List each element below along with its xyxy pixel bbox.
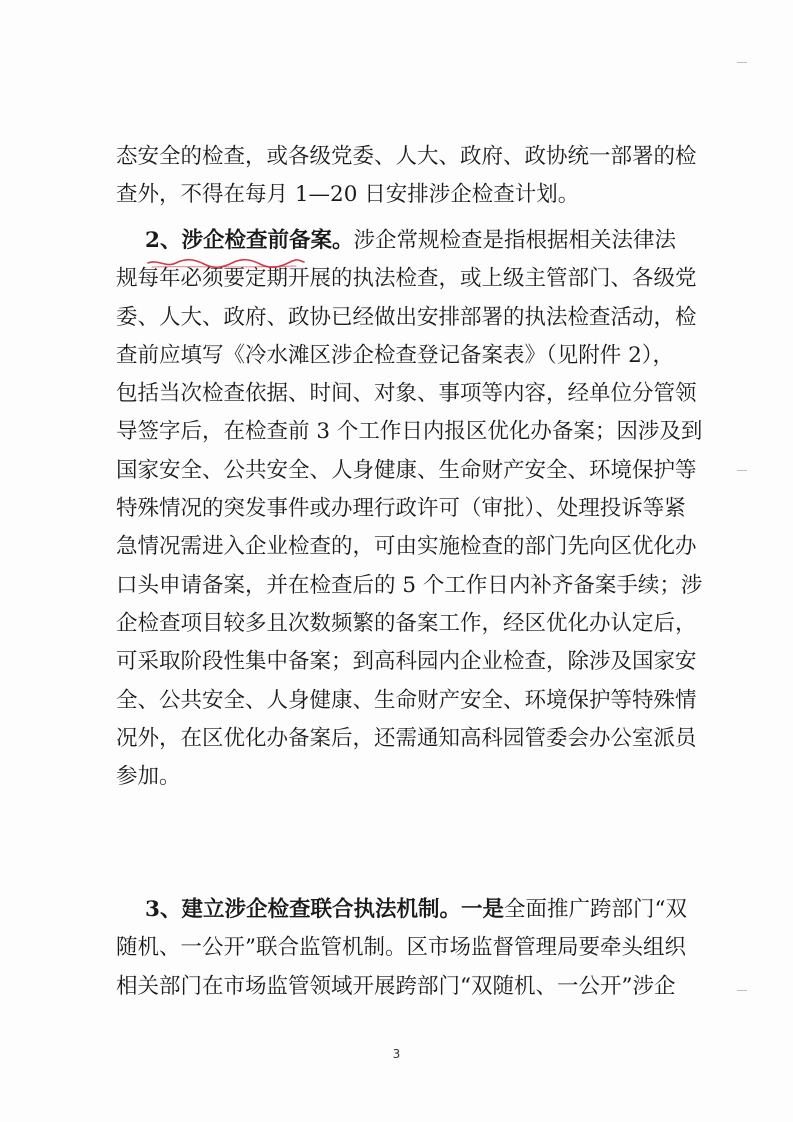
text-span: 全面推广跨部门“双	[503, 897, 687, 922]
scan-edge-mark	[737, 470, 747, 471]
page-number: 3	[392, 1047, 401, 1061]
section-heading: 2、涉企检查前备案。	[145, 228, 354, 253]
text-line: 口头申请备案，并在检查后的 5 个工作日内补齐备案手续；涉	[116, 572, 703, 598]
text-line: 态安全的检查，或各级党委、人大、政府、政协统一部署的检	[116, 144, 697, 169]
text-line: 随机、一公开”联合监管机制。区市场监督管理局要牵头组织	[116, 935, 686, 961]
text-line: 特殊情况的突发事件或办理行政许可（审批）、处理投诉等紧	[116, 496, 686, 522]
text-line	[116, 222, 686, 260]
text-line: 企检查项目较多且次数频繁的备案工作，经区优化办认定后，	[116, 610, 697, 636]
scan-edge-mark	[737, 990, 747, 991]
text-line: 国家安全、公共安全、人身健康、生命财产安全、环境保护等	[116, 457, 697, 483]
scan-edge-mark	[737, 62, 747, 63]
text-line: 急情况需进入企业检查的，可由实施检查的部门先向区优化办	[116, 534, 697, 560]
text-line: 规每年必须要定期开展的执法检查，或上级主管部门、各级党	[116, 266, 697, 292]
text-line: 全、公共安全、人身健康、生命财产安全、环境保护等特殊情	[116, 687, 697, 713]
paragraph-joint-enforcement	[116, 891, 686, 1006]
text-line: 导签字后，在检查前 3 个工作日内报区优化办备案；因涉及到	[116, 419, 703, 445]
pen-underline-annotation	[146, 257, 306, 271]
paragraph-filing-before-inspection	[116, 222, 703, 796]
text-line: 包括当次检查依据、时间、对象、事项等内容，经单位分管领	[116, 381, 697, 407]
emphasis-text: 一是	[460, 897, 504, 922]
text-line	[116, 891, 686, 929]
text-line: 查外，不得在每月 1—20 日安排涉企检查计划。	[116, 182, 580, 208]
text-span: 涉企常规检查是指根据相关法律法	[353, 228, 676, 253]
text-line: 委、人大、政府、政协已经做出安排部署的执法检查活动，检	[116, 304, 697, 330]
paragraph-continuation	[116, 138, 697, 215]
text-line: 相关部门在市场监管领域开展跨部门“双随机、一公开”涉企	[116, 973, 676, 999]
text-line: 参加。	[116, 764, 181, 790]
section-heading: 3、建立涉企检查联合执法机制。	[145, 897, 461, 922]
text-line: 查前应填写《冷水滩区涉企检查登记备案表》（见附件 2），	[116, 342, 675, 368]
text-line: 可采取阶段性集中备案；到高科园内企业检查，除涉及国家安	[116, 649, 697, 675]
text-line: 况外，在区优化办备案后，还需通知高科园管委会办公室派员	[116, 725, 697, 751]
